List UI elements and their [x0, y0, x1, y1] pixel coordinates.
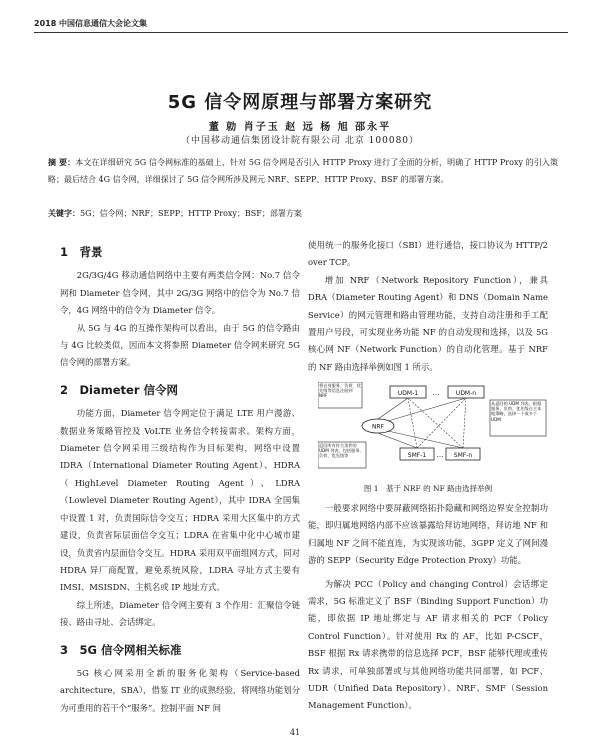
abstract-text: 本文在详细研究 5G 信令网标准的基础上，针对 5G 信令网是否引入 HTTP Proxy 进行了全面的分析，明确了 HTTP Proxy 的引入策略；最后结合 4G 信令网，详细探讨了 5G 信令网所涉及网元 NRF、SEPP、HTTP Proxy、BSF 的部署方案。	[48, 158, 558, 184]
section-heading-background: 1 背景	[60, 245, 103, 259]
udm-1-label: UDM-1	[397, 390, 419, 397]
abstract	[48, 154, 558, 188]
keywords-text: 5G；信令网；NRF；SEPP；HTTP Proxy；BSF；部署方案	[80, 209, 302, 218]
nrf-label: NRF	[371, 423, 385, 431]
udm-n-label: UDM-n	[455, 390, 477, 397]
section-heading-diameter: 2 Diameter 信令网	[60, 382, 179, 397]
right-column-bottom	[308, 500, 548, 715]
keywords-label: 关键字：	[48, 208, 80, 218]
note-select-text: 从返回的 UDM 列表，根据服务、负荷、优先级自主本地策略，选择一个或多个 UDM	[491, 401, 542, 422]
paragraph: 功能方面，Diameter 信令网定位于满足 LTE 用户漫游、数据业务策略管控及 VoLTE 业务信令转接需求。架构方面，Diameter 信令网采用三级结构作为目标架构，网络中设置 IDRA（International Diameter Routing Agent）、HDRA（HighLevel Diameter Routing Agent）、LDRA（Lowlevel Diameter Routing Agent），其中 IDRA 全国集中设置 1 对，负责国际信令交互；HDRA 采用大区集中的方式建设，负责省际层面信令交互；LDRA 在省集中化中心城市建设，负责省内层面信令交互。HDRA 采用双平面组网方式，同对 HDRA 异厂商配置，避免系统风险，LDRA 寻址方式主要有 IMSI、MSISDN、主机名或 IP 地址方式。	[60, 408, 300, 593]
section-heading-5g-standards: 3 5G 信令网相关标准	[60, 642, 182, 657]
smf-n-label: SMF-n	[453, 452, 473, 459]
paper-title: 5G 信令网原理与部署方案研究	[167, 92, 433, 113]
note-register-text: 将自身服务、负荷、优先级等信息注册到 NRF	[319, 383, 361, 399]
paragraph: 一般要求网络中要屏蔽网络拓扑隐藏和网络边界安全控制功能，即归属地网络内部不应该暴露给拜访地网络，拜访地 NF 和归属地 NF 之间不能直连，为实现该功能，3GPP 定义了网间漫游的 SEPP（Security Edge Protection Proxy）功能。	[308, 503, 548, 566]
ellipsis: …	[436, 451, 444, 459]
nrf-routing-diagram	[318, 382, 548, 482]
page-number: 41	[290, 728, 301, 737]
paragraph: 2G/3G/4G 移动通信网络中主要有两类信令网：No.7 信令网和 Diameter 信令网，其中 2G/3G 网络中的信令为 No.7 信令，4G 网络中的信令为 Diameter 信令。	[60, 270, 300, 316]
author-list: 董 勍 肖子玉 赵 远 杨 旭 邵永平	[208, 122, 392, 133]
left-column	[60, 242, 300, 717]
ellipsis: …	[432, 389, 440, 397]
note-return-text: 返回所有符合条件的 UDM 列表，包括服务、负荷、优先级等	[319, 443, 364, 459]
affiliation: （中国移动通信集团设计院有限公司 北京 100080）	[180, 136, 420, 146]
paragraph: 综上所述，Diameter 信令网主要有 3 个作用：汇聚信令链接、路由寻址、会话绑定。	[60, 599, 300, 628]
abstract-label: 摘 要：	[48, 158, 76, 167]
paragraph: 使用统一的服务化接口（SBI）进行通信，接口协议为 HTTP/2 over TCP。	[308, 240, 548, 268]
paragraph: 从 5G 与 4G 的互操作架构可以看出，由于 5G 的信令路由与 4G 比较类似，因而本文将参照 Diameter 信令网来研究 5G 信令网的部署方案。	[60, 322, 300, 368]
keywords	[48, 206, 558, 221]
paragraph: 5G 核心网采用全新的服务化架构（Service-based architecture，SBA），借鉴 IT 业的成熟经验，将网络功能划分为可重用的若干个“服务”。控制平面 NF 间	[60, 667, 300, 713]
paragraph: 增加 NRF（Network Repository Function），兼具 DRA（Diameter Routing Agent）和 DNS（Domain Name Service）的网元管理和路由管理功能，支持自动注册和手工配置用户号段，可实现业务功能 NF 的自动发现和选择，以及 5G 核心网 NF（Network Function）的自动化管理。基于 NRF 的 NF 路由选择举例如图 1 所示。	[308, 274, 548, 372]
running-header: 2018 中国信息通信大会论文集	[34, 18, 568, 33]
smf-1-label: SMF-1	[407, 452, 427, 459]
paragraph: 为解决 PCC（Policy and changing Control）会话绑定需求，5G 标准定义了 BSF（Binding Support Function）功能，即依据 IP 地址绑定与 AF 请求相关的 PCF（Policy Control Function）。针对使用 Rx 的 AF，比如 P-CSCF，BSF 根据 Rx 请求携带的信息选择 PCF，BSF 能够代理或重传 Rx 请求，可单独部署或与其他网络功能共同部署，如 PCF、UDR（Unified Data Repository）、NRF、SMF（Session Management Function）。	[308, 578, 548, 711]
figure-caption: 图 1 基于 NRF 的 NF 路由选择举例	[363, 484, 493, 493]
right-column-top	[308, 237, 548, 376]
